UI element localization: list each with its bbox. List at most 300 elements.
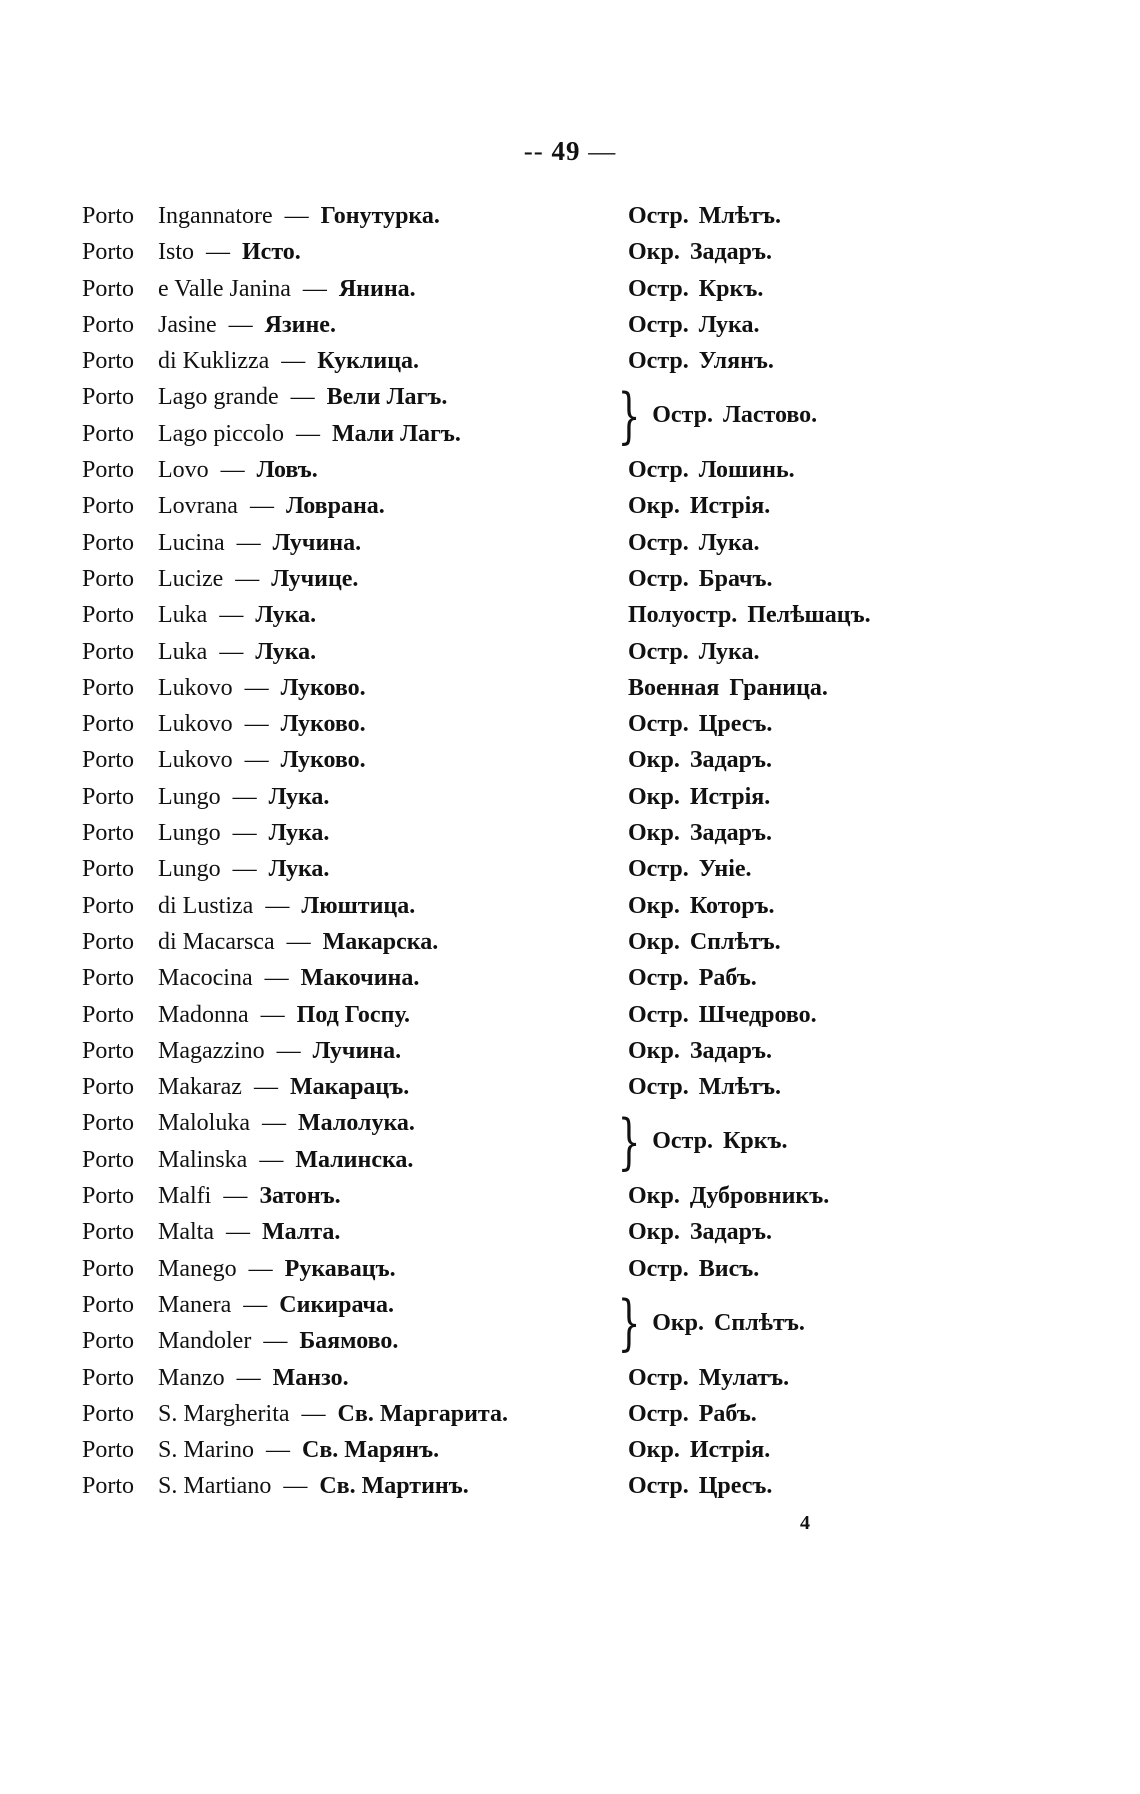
table-row	[0, 1323, 1140, 1359]
entry-location	[628, 1396, 757, 1432]
location-type: Окр.	[628, 1183, 680, 1210]
table-row	[0, 742, 1140, 778]
entry-dash: —	[260, 1001, 285, 1028]
page-number-value: 49	[551, 136, 581, 166]
entry-prefix: Porto	[82, 1001, 135, 1028]
entry-slavic-name: Лука.	[255, 638, 317, 665]
table-row	[0, 1033, 1140, 1069]
location-type: Окр.	[628, 747, 680, 774]
location-place: Задаръ.	[689, 1219, 772, 1246]
entry-italian-name: Maloluka	[158, 1110, 250, 1137]
entry-italian-name: Manera	[158, 1291, 232, 1318]
entry-slavic-name: Луково.	[280, 711, 366, 738]
location-type: Остр.	[652, 1128, 713, 1155]
entry-slavic-name: Макарска.	[322, 928, 439, 955]
entry-left	[82, 888, 415, 924]
entry-location	[628, 1069, 781, 1105]
location-type: Остр.	[628, 711, 689, 738]
entry-slavic-name: Лучице.	[271, 565, 359, 592]
location-place: Лука.	[698, 638, 760, 665]
entry-left	[82, 851, 329, 887]
entry-location	[628, 779, 770, 815]
table-row	[0, 307, 1140, 343]
location-place: Кркъ.	[722, 1128, 788, 1155]
entry-location	[628, 1178, 829, 1214]
entry-dash: —	[253, 1074, 278, 1101]
entry-location	[628, 1360, 789, 1396]
entry-left	[82, 1105, 415, 1141]
entry-prefix: Porto	[82, 965, 135, 992]
entry-italian-name: Lukovo	[158, 711, 233, 738]
entry-dash: —	[283, 1473, 308, 1500]
location-place: Уніе.	[698, 856, 752, 883]
entry-location	[628, 634, 760, 670]
entry-location	[628, 271, 763, 307]
entry-left	[82, 597, 316, 633]
location-place: Млѣтъ.	[698, 1074, 782, 1101]
entry-prefix: Porto	[82, 638, 135, 665]
entry-prefix: Porto	[82, 1110, 135, 1137]
page-number-right-dash: —	[588, 136, 617, 166]
table-row	[0, 597, 1140, 633]
entry-slavic-name: Люштица.	[301, 892, 416, 919]
location-place: Млѣтъ.	[698, 203, 782, 229]
entry-italian-name: di Lustiza	[158, 892, 254, 919]
entry-prefix: Porto	[82, 239, 135, 266]
entry-prefix: Porto	[82, 348, 135, 375]
location-place: Рабъ.	[698, 1400, 757, 1427]
entry-italian-name: Madonna	[158, 1001, 249, 1028]
location-type: Остр.	[628, 275, 689, 302]
entry-dash: —	[232, 820, 257, 847]
table-row	[0, 452, 1140, 488]
entry-prefix: Porto	[82, 711, 135, 738]
entry-left	[82, 271, 416, 307]
table-row	[0, 525, 1140, 561]
entry-italian-name: Macocina	[158, 965, 253, 992]
entry-italian-name: Lukovo	[158, 674, 233, 701]
entry-dash: —	[276, 1037, 301, 1064]
entry-location	[628, 452, 795, 488]
location-type: Окр.	[652, 1309, 705, 1336]
entry-left	[82, 1214, 340, 1250]
entry-left	[82, 779, 329, 815]
entry-prefix: Porto	[82, 457, 135, 484]
location-type: Окр.	[628, 783, 680, 810]
entry-prefix: Porto	[82, 203, 135, 229]
entry-dash: —	[243, 1291, 268, 1318]
entry-left	[82, 307, 336, 343]
entry-italian-name: Lovo	[158, 457, 209, 484]
entry-slavic-name: Мали Лагъ.	[331, 420, 461, 447]
location-place: Рабъ.	[698, 965, 757, 992]
entry-italian-name: e Valle Janina	[158, 275, 291, 302]
entry-location	[628, 851, 752, 887]
location-type: Остр.	[628, 457, 689, 484]
entry-location	[628, 307, 760, 343]
entry-italian-name: Luka	[158, 638, 208, 665]
entry-italian-name: Lago grande	[158, 384, 279, 411]
entry-left	[82, 815, 329, 851]
entry-dash: —	[232, 856, 257, 883]
entry-italian-name: di Kuklizza	[158, 348, 270, 375]
entry-location	[628, 597, 871, 633]
entry-prefix: Porto	[82, 1183, 135, 1210]
entry-dash: —	[219, 602, 244, 629]
entry-italian-name: S. Margherita	[158, 1400, 290, 1427]
table-row	[0, 1214, 1140, 1250]
signature-mark: 4	[800, 1512, 810, 1534]
entry-location	[628, 960, 757, 996]
entry-slavic-name: Под Госпу.	[296, 1001, 411, 1028]
entry-italian-name: S. Marino	[158, 1437, 254, 1464]
entry-left	[82, 924, 438, 960]
entry-prefix: Porto	[82, 928, 135, 955]
entry-dash: —	[228, 311, 253, 338]
entry-left	[82, 1432, 439, 1468]
location-place: Шчедрово.	[698, 1001, 817, 1028]
entry-dash: —	[302, 275, 327, 302]
table-row	[0, 416, 1140, 452]
entry-italian-name: Mandoler	[158, 1328, 252, 1355]
location-place: Ластово.	[722, 402, 818, 429]
table-row	[0, 1251, 1140, 1287]
entry-prefix: Porto	[82, 1400, 135, 1427]
entry-prefix: Porto	[82, 602, 135, 629]
table-row	[0, 1142, 1140, 1178]
location-place: Задаръ.	[689, 747, 772, 774]
table-row	[0, 343, 1140, 379]
location-place: Задаръ.	[689, 1037, 772, 1064]
entry-italian-name: Magazzino	[158, 1037, 265, 1064]
table-row	[0, 1468, 1140, 1504]
location-place: Сплѣтъ.	[689, 928, 781, 955]
entry-location	[628, 234, 772, 270]
entry-dash: —	[284, 203, 309, 229]
entry-prefix: Porto	[82, 1473, 135, 1500]
entry-location	[628, 924, 781, 960]
entry-left	[82, 234, 301, 270]
entry-dash: —	[248, 1255, 273, 1282]
entry-prefix: Porto	[82, 1328, 135, 1355]
entry-left	[82, 960, 419, 996]
entry-dash: —	[295, 420, 320, 447]
location-place: Граница.	[729, 674, 828, 701]
entry-left	[82, 670, 366, 706]
entry-italian-name: Malinska	[158, 1146, 248, 1173]
entry-dash: —	[286, 928, 311, 955]
entry-italian-name: Lucina	[158, 529, 225, 556]
entry-location	[628, 1251, 759, 1287]
location-place: Которъ.	[689, 892, 775, 919]
location-place: Задаръ.	[689, 239, 772, 266]
entry-italian-name: Jasine	[158, 311, 217, 338]
entry-slavic-name: Янина.	[338, 275, 416, 302]
entry-italian-name: Lovrana	[158, 493, 238, 520]
location-type: Остр.	[628, 311, 689, 338]
entry-dash: —	[236, 529, 261, 556]
entry-prefix: Porto	[82, 1437, 135, 1464]
entry-prefix: Porto	[82, 1037, 135, 1064]
entry-left	[82, 343, 419, 379]
location-place: Лука.	[698, 311, 760, 338]
entry-dash: —	[225, 1219, 250, 1246]
location-type: Окр.	[628, 892, 680, 919]
entry-location	[628, 1468, 772, 1504]
entry-prefix: Porto	[82, 311, 135, 338]
entry-dash: —	[244, 711, 269, 738]
entry-slavic-name: Затонъ.	[259, 1183, 341, 1210]
entry-location	[628, 1432, 770, 1468]
entry-italian-name: Lago piccolo	[158, 420, 284, 447]
entry-location	[628, 1033, 772, 1069]
entry-prefix: Porto	[82, 1074, 135, 1101]
entry-italian-name: Ingannatore	[158, 203, 273, 229]
entry-dash: —	[244, 747, 269, 774]
entry-italian-name: Lungo	[158, 820, 221, 847]
location-type: Остр.	[628, 348, 689, 375]
location-type: Военная	[628, 674, 720, 701]
entry-italian-name: Makaraz	[158, 1074, 242, 1101]
entry-italian-name: S. Martiano	[158, 1473, 272, 1500]
location-place: Цресъ.	[698, 1473, 773, 1500]
entry-left	[82, 416, 461, 452]
entry-slavic-name: Лука.	[268, 856, 330, 883]
location-place: Кркъ.	[698, 275, 764, 302]
entry-slavic-name: Ловъ.	[256, 457, 318, 484]
location-type: Остр.	[628, 638, 689, 665]
entry-prefix: Porto	[82, 674, 135, 701]
location-place: Истрія.	[689, 493, 771, 520]
entry-slavic-name: Манзо.	[272, 1364, 349, 1391]
location-place: Дубровникъ.	[689, 1183, 830, 1210]
entry-prefix: Porto	[82, 529, 135, 556]
entry-slavic-name: Св. Марянъ.	[302, 1437, 440, 1464]
entry-slavic-name: Макарацъ.	[289, 1074, 410, 1101]
entry-prefix: Porto	[82, 565, 135, 592]
entry-slavic-name: Лука.	[268, 783, 330, 810]
entry-italian-name: Malfi	[158, 1183, 212, 1210]
page-number	[0, 136, 1140, 167]
location-place: Задаръ.	[689, 820, 772, 847]
entry-dash: —	[249, 493, 274, 520]
location-type: Остр.	[628, 1400, 689, 1427]
entry-dash: —	[244, 674, 269, 701]
entry-dash: —	[206, 239, 230, 266]
entry-slavic-name: Сикирача.	[279, 1291, 395, 1318]
entry-left	[82, 742, 366, 778]
entry-italian-name: Lungo	[158, 783, 221, 810]
entry-prefix: Porto	[82, 1146, 135, 1173]
entry-location	[628, 525, 760, 561]
location-type: Остр.	[628, 1001, 689, 1028]
location-type: Остр.	[628, 203, 689, 229]
location-place: Истрія.	[689, 783, 771, 810]
entry-dash: —	[235, 565, 260, 592]
table-row	[0, 706, 1140, 742]
entry-location	[628, 561, 773, 597]
entry-dash: —	[232, 783, 257, 810]
entry-left	[82, 198, 440, 234]
table-row	[0, 488, 1140, 524]
location-type: Остр.	[628, 1364, 689, 1391]
entry-location	[628, 706, 772, 742]
entry-slavic-name: Малинска.	[295, 1146, 414, 1173]
entry-dash: —	[261, 1110, 286, 1137]
entry-location	[628, 343, 774, 379]
location-type: Окр.	[628, 493, 680, 520]
entry-dash: —	[266, 1437, 290, 1464]
entry-slavic-name: Лука.	[268, 820, 330, 847]
entry-slavic-name: Вели Лагъ.	[326, 384, 448, 411]
table-row	[0, 888, 1140, 924]
table-row	[0, 198, 1140, 234]
entry-slavic-name: Малолука.	[297, 1110, 415, 1137]
entry-slavic-name: Малта.	[261, 1219, 341, 1246]
entry-prefix: Porto	[82, 275, 135, 302]
table-row	[0, 1432, 1140, 1468]
page-number-left-dash: --	[523, 136, 544, 166]
entry-list	[0, 198, 1140, 1505]
entry-slavic-name: Макочина.	[300, 965, 420, 992]
entry-slavic-name: Луково.	[280, 674, 366, 701]
entry-location	[628, 888, 775, 924]
table-row	[0, 1396, 1140, 1432]
entry-slavic-name: Луково.	[280, 747, 366, 774]
entry-left	[82, 706, 366, 742]
entry-prefix: Porto	[82, 820, 135, 847]
table-row	[0, 1069, 1140, 1105]
entry-dash: —	[219, 638, 244, 665]
location-place: Улянъ.	[698, 348, 774, 375]
entry-italian-name: Isto	[158, 239, 194, 266]
entry-left	[82, 1396, 508, 1432]
entry-prefix: Porto	[82, 783, 135, 810]
brace-icon: }	[617, 1106, 641, 1177]
entry-left	[82, 1251, 396, 1287]
entry-location	[628, 815, 772, 851]
entry-italian-name: Luka	[158, 602, 208, 629]
entry-left	[82, 525, 361, 561]
location-type: Окр.	[628, 928, 680, 955]
entry-left	[82, 1069, 409, 1105]
entry-dash: —	[223, 1183, 248, 1210]
location-place: Брачъ.	[698, 565, 773, 592]
entry-slavic-name: Св. Маргарита.	[337, 1400, 508, 1427]
entry-left	[82, 561, 358, 597]
table-row	[0, 561, 1140, 597]
location-type: Остр.	[628, 529, 689, 556]
entry-left	[82, 1178, 341, 1214]
entry-dash: —	[236, 1364, 261, 1391]
entry-italian-name: Manzo	[158, 1364, 225, 1391]
location-type: Полуостр.	[628, 602, 738, 629]
entry-dash: —	[259, 1146, 284, 1173]
table-row	[0, 271, 1140, 307]
table-row	[0, 924, 1140, 960]
entry-prefix: Porto	[82, 892, 135, 919]
entry-slavic-name: Лука.	[255, 602, 317, 629]
location-place: Лука.	[698, 529, 760, 556]
entry-prefix: Porto	[82, 856, 135, 883]
entry-prefix: Porto	[82, 1219, 135, 1246]
entry-left	[82, 1142, 413, 1178]
entry-dash: —	[281, 348, 306, 375]
table-row	[0, 779, 1140, 815]
entry-prefix: Porto	[82, 1364, 135, 1391]
table-row	[0, 1178, 1140, 1214]
entry-dash: —	[265, 892, 290, 919]
entry-left	[82, 1033, 401, 1069]
entry-slavic-name: Лучина.	[272, 529, 362, 556]
table-row	[0, 234, 1140, 270]
entry-left	[82, 1287, 394, 1323]
entry-prefix: Porto	[82, 384, 135, 411]
location-type: Остр.	[628, 856, 689, 883]
location-place: Цресъ.	[698, 711, 773, 738]
entry-location	[628, 198, 781, 234]
location-type: Окр.	[628, 820, 680, 847]
location-type: Окр.	[628, 1037, 680, 1064]
location-place: Мулатъ.	[698, 1364, 790, 1391]
entry-slavic-name: Исто.	[242, 239, 301, 266]
location-place: Сплѣтъ.	[714, 1309, 805, 1336]
table-row	[0, 960, 1140, 996]
entry-location	[628, 997, 817, 1033]
entry-slavic-name: Куклица.	[317, 348, 420, 375]
entry-slavic-name: Рукавацъ.	[284, 1255, 396, 1282]
table-row	[0, 634, 1140, 670]
location-type: Окр.	[628, 1437, 680, 1464]
entry-italian-name: Malta	[158, 1219, 214, 1246]
table-row	[0, 1360, 1140, 1396]
entry-left	[82, 1468, 469, 1504]
entry-slavic-name: Гонутурка.	[320, 203, 440, 229]
location-type: Окр.	[628, 1219, 680, 1246]
entry-left	[82, 1360, 349, 1396]
entry-location	[628, 1214, 772, 1250]
location-type: Остр.	[628, 565, 689, 592]
entry-italian-name: di Macarsca	[158, 928, 275, 955]
entry-location	[628, 742, 772, 778]
location-place: Висъ.	[698, 1255, 760, 1282]
entry-italian-name: Lungo	[158, 856, 221, 883]
brace-icon: }	[617, 1288, 641, 1359]
entry-prefix: Porto	[82, 1255, 135, 1282]
entry-slavic-name: Ловрана.	[285, 493, 385, 520]
location-type: Остр.	[628, 1255, 689, 1282]
table-row	[0, 997, 1140, 1033]
entry-dash: —	[263, 1328, 288, 1355]
brace-icon: }	[617, 380, 641, 451]
location-place: Пелѣшацъ.	[747, 602, 871, 629]
entry-italian-name: Manego	[158, 1255, 237, 1282]
entry-left	[82, 634, 316, 670]
entry-prefix: Porto	[82, 1291, 135, 1318]
location-place: Истрія.	[689, 1437, 771, 1464]
entry-prefix: Porto	[82, 493, 135, 520]
entry-left	[82, 488, 385, 524]
entry-left	[82, 452, 318, 488]
entry-dash: —	[264, 965, 289, 992]
entry-prefix: Porto	[82, 420, 135, 447]
location-type: Остр.	[628, 1074, 689, 1101]
location-type: Остр.	[628, 1473, 689, 1500]
entry-dash: —	[220, 457, 245, 484]
entry-italian-name: Lukovo	[158, 747, 233, 774]
entry-prefix: Porto	[82, 747, 135, 774]
location-type: Окр.	[628, 239, 680, 266]
